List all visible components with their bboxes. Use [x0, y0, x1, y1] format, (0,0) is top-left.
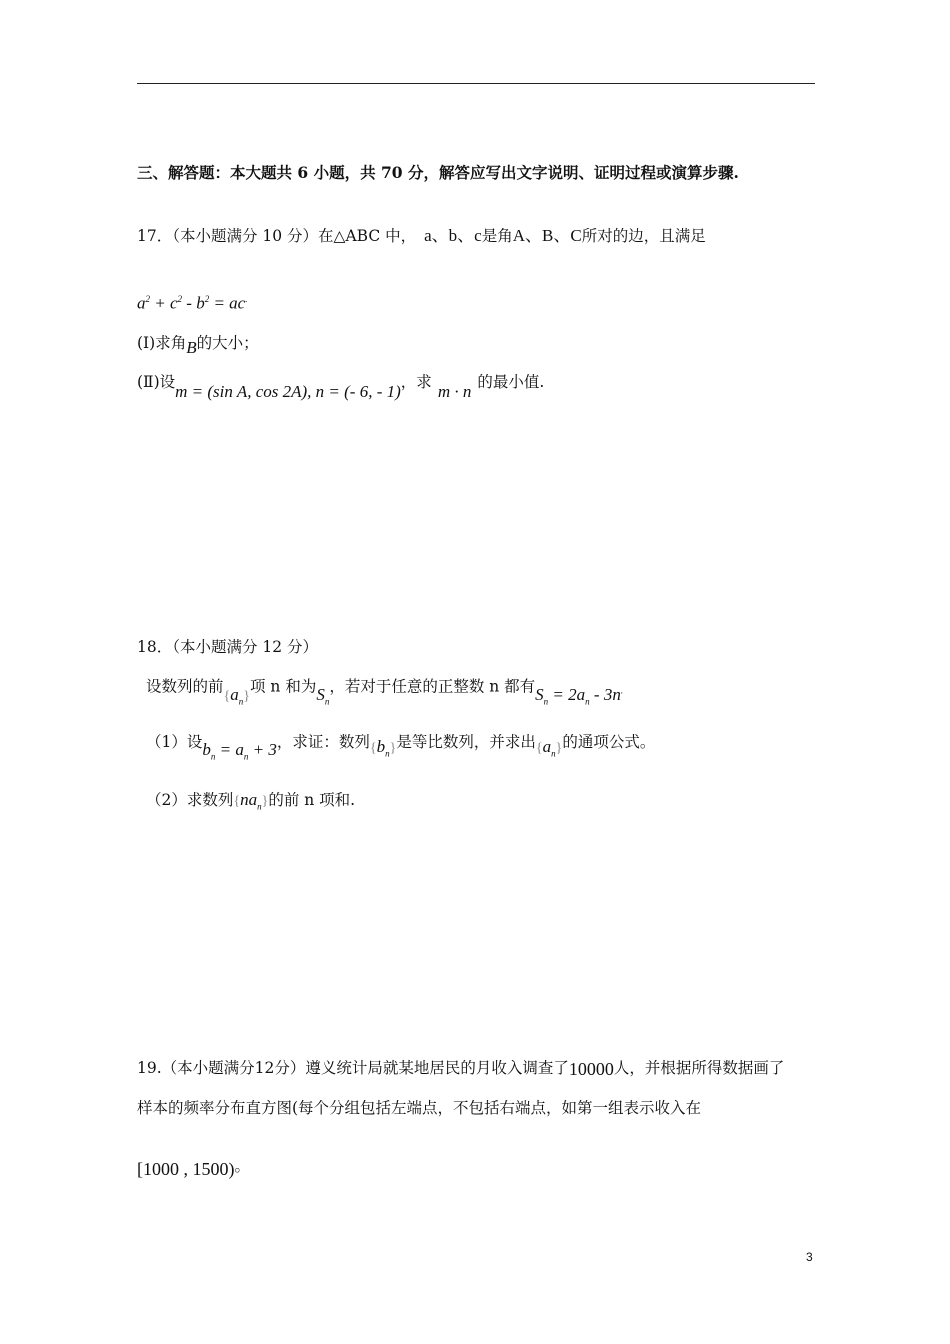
q18-title: 18．（本小题满分 12 分） [137, 638, 319, 656]
q17-part2: (Ⅱ)设m = (sin A, cos 2A), n = (- 6, - 1)，求 m · n 的最小值. [137, 373, 545, 401]
q18-part1: （1）设$b_n = a_n + 3$，求证：数列$\{b_n\}$是等比数列，并求出$\{a_n\}$的通项公式。 [146, 733, 656, 762]
q19-line1: 19.（本小题满分12分）遵义统计局就某地居民的月收入调查了10000人，并根据所得数据画了 [137, 1059, 785, 1079]
header-rule [137, 83, 815, 84]
q19-line2: 样本的频率分布直方图(每个分组包括左端点，不包括右端点，如第一组表示收入在 [137, 1099, 702, 1117]
section-header: 三、解答题：本大题共 6 小题，共 70 分，解答应写出文字说明、证明过程或演算步骤. [137, 163, 739, 182]
q18-part2: （2）求数列$\{na_n\}$的前 n 项和. [146, 790, 356, 812]
q17-stem: 17．（本小题满分 10 分）在△ABC 中， a、b、c是角A、B、C所对的边，且满足 [137, 226, 706, 245]
page-number: 3 [806, 1250, 813, 1264]
q17-condition: $a^2 + c^2 - b^2 = ac^.$ [137, 293, 248, 313]
q19-line3: [1000 , 1500)。 [137, 1157, 251, 1179]
q18-stem: 设数列的前$\{a_n\}$项 n 和为$S_n$，若对于任意的正整数 n 都有$S_n = 2a_n - 3n^.$ [146, 677, 624, 707]
q17-part1: (Ⅰ)求角B的大小； [137, 334, 259, 357]
